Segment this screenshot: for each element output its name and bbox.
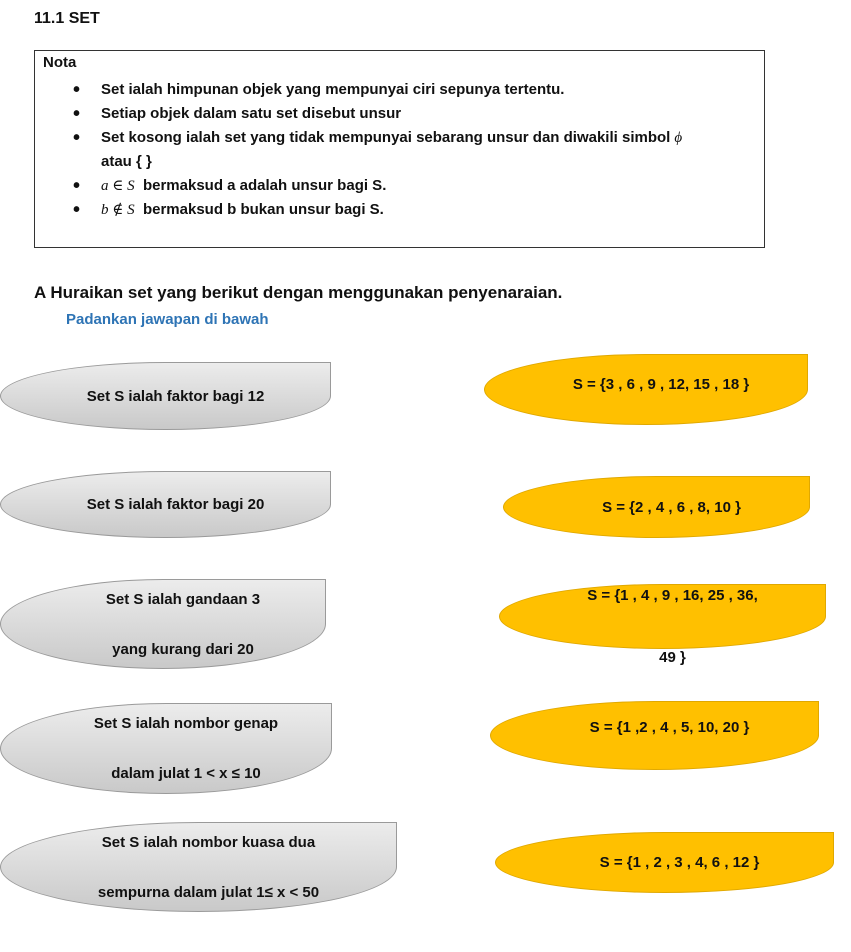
question-text: Set S ialah gandaan 3: [105, 590, 261, 608]
answer-text: S = {2 , 4 , 6 , 8, 10 }: [602, 498, 741, 516]
nota-item-text: bermaksud b bukan unsur bagi S.: [142, 201, 384, 218]
question-text: Set S ialah nombor kuasa dua: [101, 833, 316, 851]
question-shape-3[interactable]: [0, 579, 326, 669]
nota-title: Nota: [43, 54, 77, 71]
nota-item: [73, 78, 753, 102]
question-text: sempurna dalam julat 1≤ x < 50: [97, 883, 320, 901]
answer-text: S = {3 , 6 , 9 , 12, 15 , 18 }: [572, 376, 750, 393]
nota-item-text: Setiap objek dalam satu set disebut unsur: [101, 105, 402, 122]
answer-shape-2[interactable]: [503, 476, 810, 538]
nota-box: [34, 50, 765, 248]
nota-item: [73, 198, 753, 222]
question-text: Set S ialah faktor bagi 20: [86, 496, 265, 513]
question-shape-4[interactable]: [0, 703, 332, 794]
section-title: 11.1 SET: [34, 10, 100, 27]
element-of-expression: a ∈ S: [101, 178, 135, 194]
nota-item-text: atau { }: [101, 153, 152, 170]
answer-shape-3[interactable]: [499, 584, 826, 666]
answer-text: 49 }: [659, 648, 686, 666]
answer-shape-5[interactable]: [495, 832, 834, 893]
answer-text: S = {1 , 2 , 3 , 4, 6 , 12 }: [599, 854, 760, 871]
question-text: Set S ialah nombor genap: [93, 715, 279, 732]
task-heading: A Huraikan set yang berikut dengan menggunakan penyenaraian.: [34, 283, 563, 302]
question-shape-1[interactable]: [0, 362, 331, 430]
question-text: dalam julat 1 < x ≤ 10: [111, 765, 261, 782]
nota-item: [73, 174, 753, 198]
question-text: Set S ialah faktor bagi 12: [86, 387, 265, 405]
answer-shape-1[interactable]: [484, 354, 808, 425]
task-subheading: Padankan jawapan di bawah: [66, 311, 269, 328]
nota-item-text: bermaksud a adalah unsur bagi S.: [142, 177, 387, 194]
question-shape-2[interactable]: [0, 471, 331, 538]
nota-item: [73, 102, 753, 126]
answer-text: S = {1 , 4 , 9 , 16, 25 , 36,: [587, 586, 758, 604]
answer-text: S = {1 ,2 , 4 , 5, 10, 20 }: [589, 719, 750, 736]
question-shape-5[interactable]: [0, 822, 397, 912]
question-text: yang kurang dari 20: [112, 640, 254, 658]
answer-shape-4[interactable]: [490, 701, 819, 770]
not-element-of-expression: b ∉ S: [101, 202, 135, 218]
nota-item-text: Set kosong ialah set yang tidak mempunyai sebarang unsur dan diwakili simbol: [101, 129, 671, 146]
nota-list: [73, 78, 753, 222]
nota-item: [73, 126, 753, 174]
nota-item-text: Set ialah himpunan objek yang mempunyai ciri sepunya tertentu.: [101, 81, 565, 98]
empty-set-symbol: ϕ: [674, 130, 683, 146]
